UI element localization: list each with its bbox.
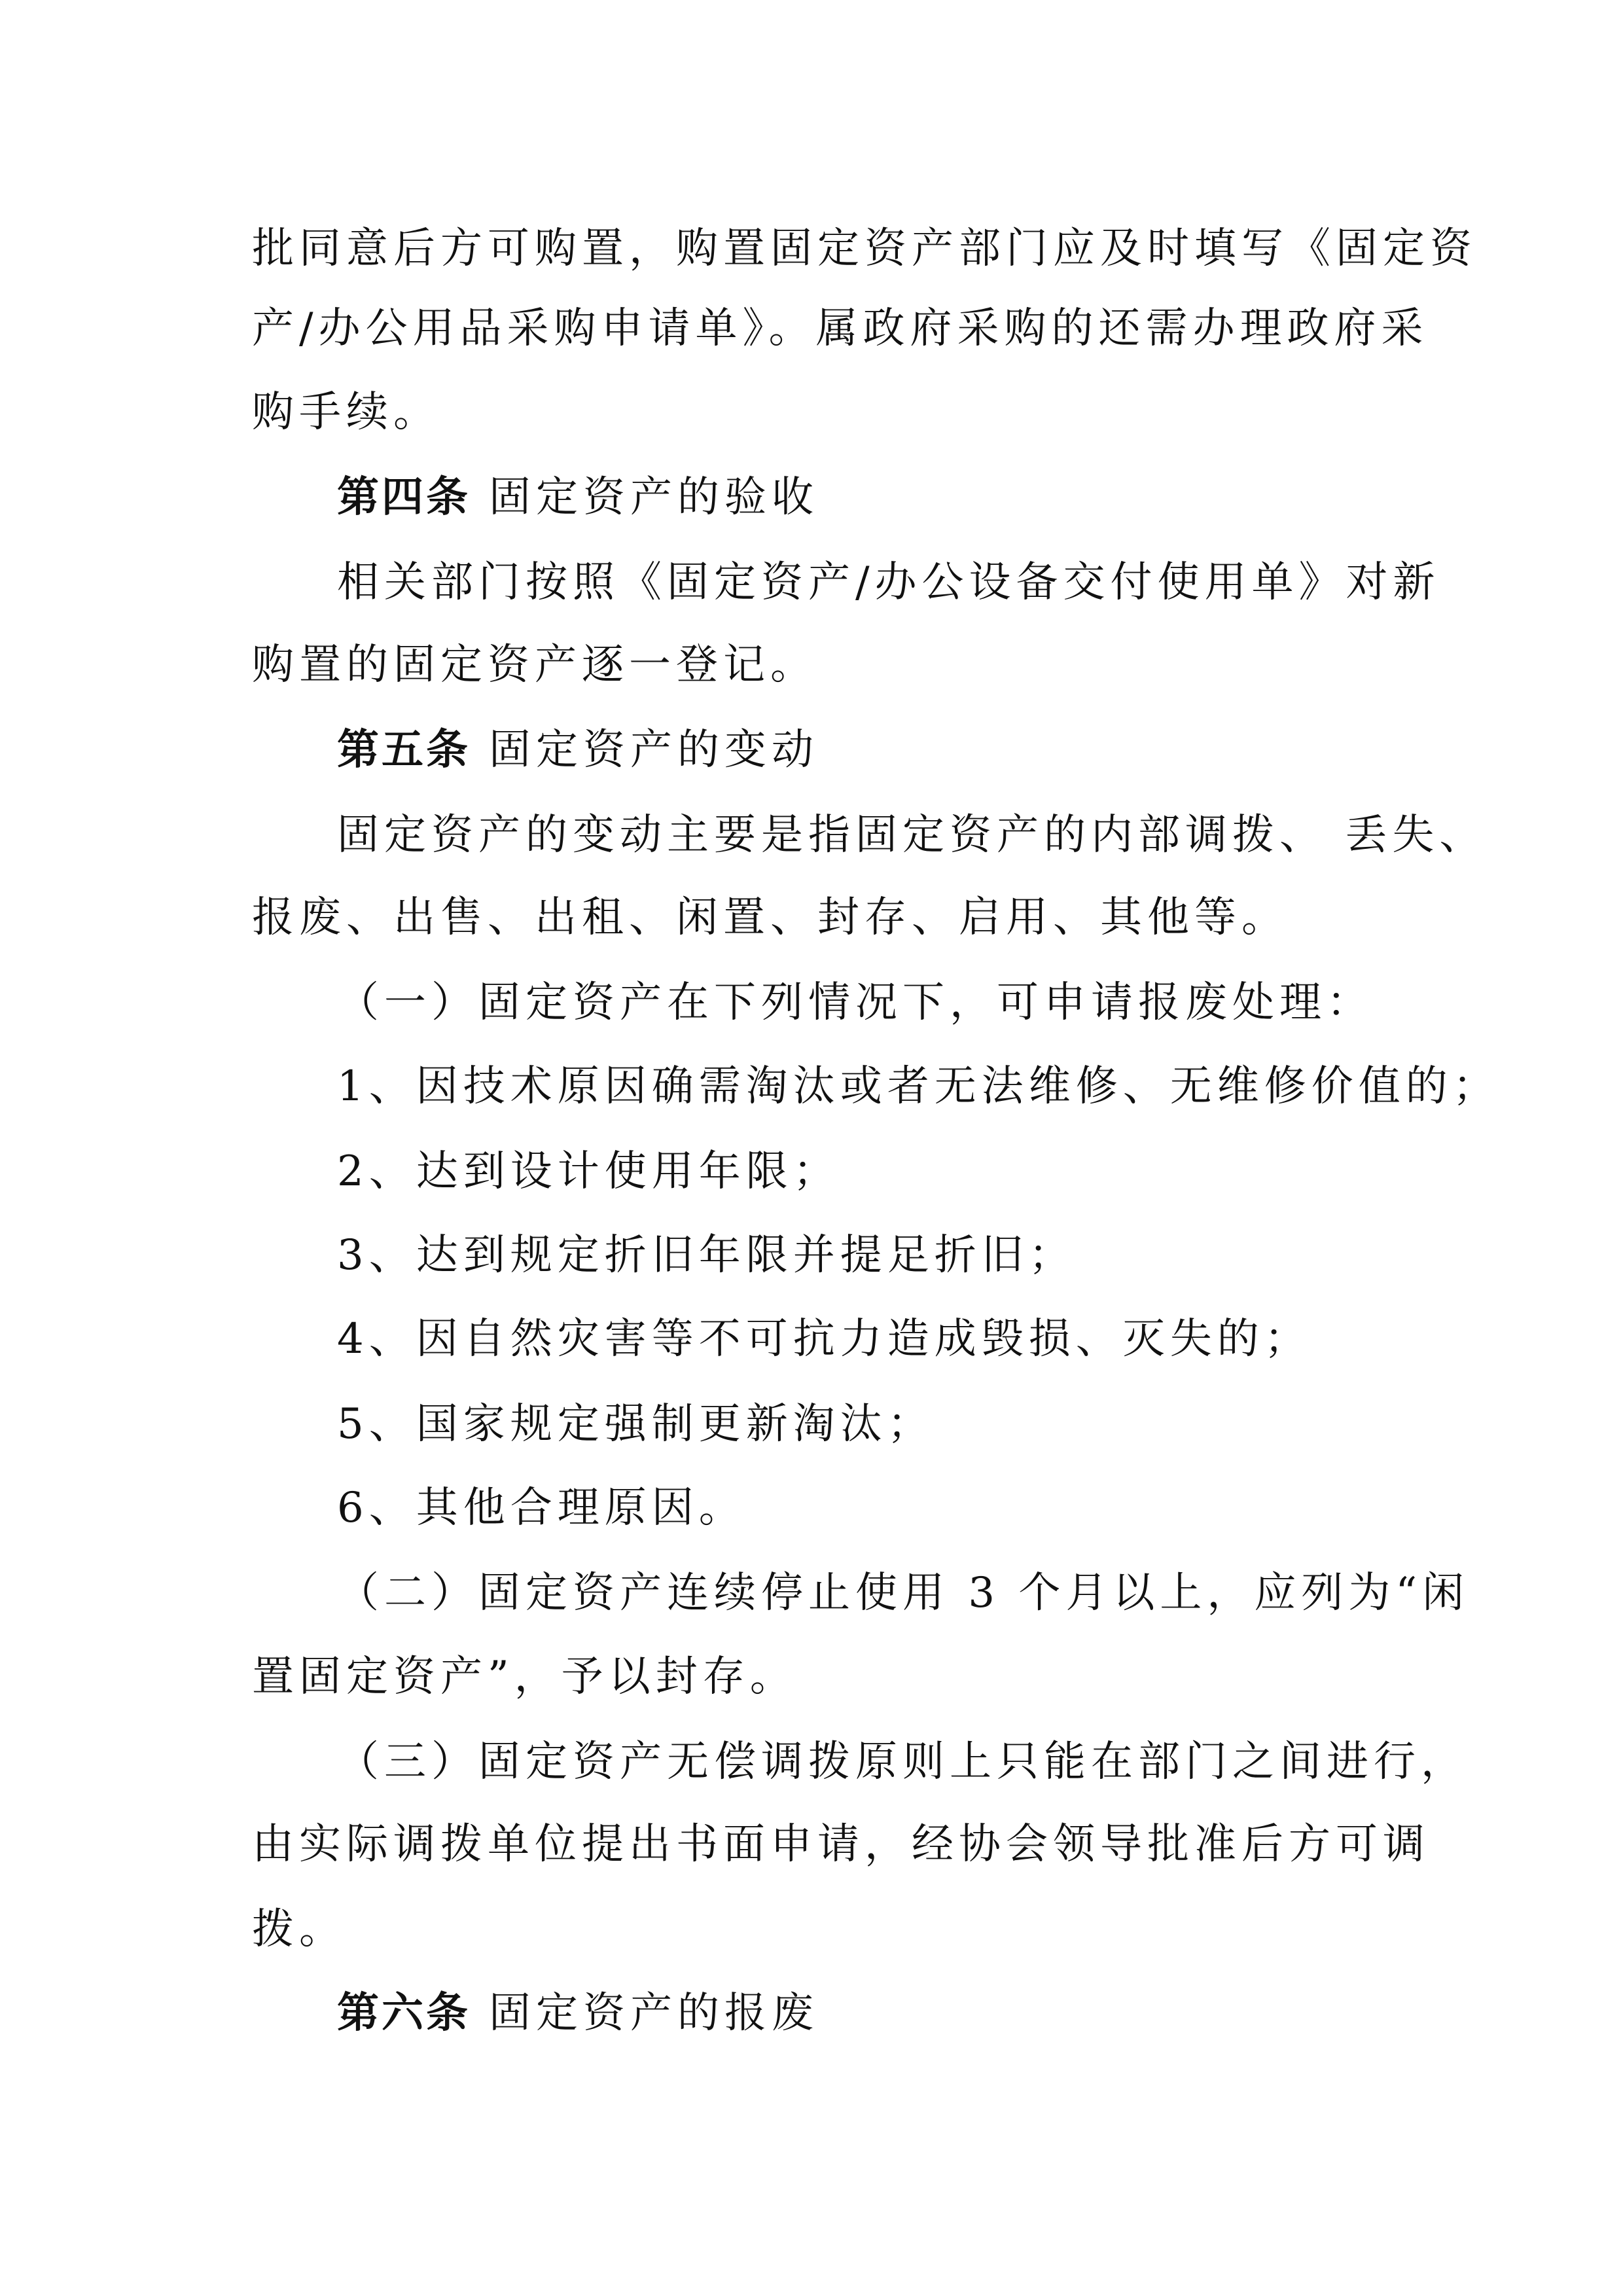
paragraph-line: 相关部门按照《固定资产/办公设备交付使用单》对新 [337,558,1440,607]
list-item: 6、其他合理原因。 [337,1484,746,1532]
article-title: 固定资产的变动 [489,726,819,774]
article-title: 固定资产的验收 [489,473,819,522]
sub-clause-3: 拨。 [252,1905,346,1954]
list-item: 4、因自然灾害等不可抗力造成毁损、灭失的； [337,1315,1311,1363]
sub-clause-2: （二）固定资产连续停止使用 3 个月以上，应列为“闲 [337,1569,1470,1617]
list-item: 3、达到规定折旧年限并提足折旧； [337,1231,1076,1280]
paragraph-line: 产/办公用品采购申请单》。属政府采购的还需办理政府采 [252,304,1429,353]
list-item: 2、达到设计使用年限； [337,1147,840,1196]
paragraph-line: 购置的固定资产逐一登记。 [252,641,817,689]
article-label: 第六条 [337,1989,471,2037]
article-label: 第四条 [337,473,471,522]
sub-clause-2: 置固定资产”，予以封存。 [252,1653,797,1701]
article-heading-4 [337,471,819,524]
article-title: 固定资产的报废 [489,1989,819,2037]
article-heading-5 [337,724,819,776]
article-heading-6 [337,1987,819,2039]
list-item: 5、国家规定强制更新淘汰； [337,1400,935,1448]
paragraph-line: 报废、出售、出租、闲置、封存、启用、其他等。 [252,893,1289,942]
article-label: 第五条 [337,726,471,774]
paragraph-line: 批同意后方可购置，购置固定资产部门应及时填写《固定资 [252,224,1477,273]
list-item: 1、因技术原因确需淘汰或者无法维修、无维修价值的； [337,1062,1500,1111]
paragraph-line: 购手续。 [252,388,440,437]
sub-clause-1: （一）固定资产在下列情况下，可申请报废处理： [337,978,1374,1027]
sub-clause-3: 由实际调拨单位提出书面申请，经协会领导批准后方可调 [252,1820,1430,1869]
sub-clause-3: （三）固定资产无偿调拨原则上只能在部门之间进行， [337,1738,1468,1786]
paragraph-line: 固定资产的变动主要是指固定资产的内部调拨、 丢失、 [337,811,1487,859]
